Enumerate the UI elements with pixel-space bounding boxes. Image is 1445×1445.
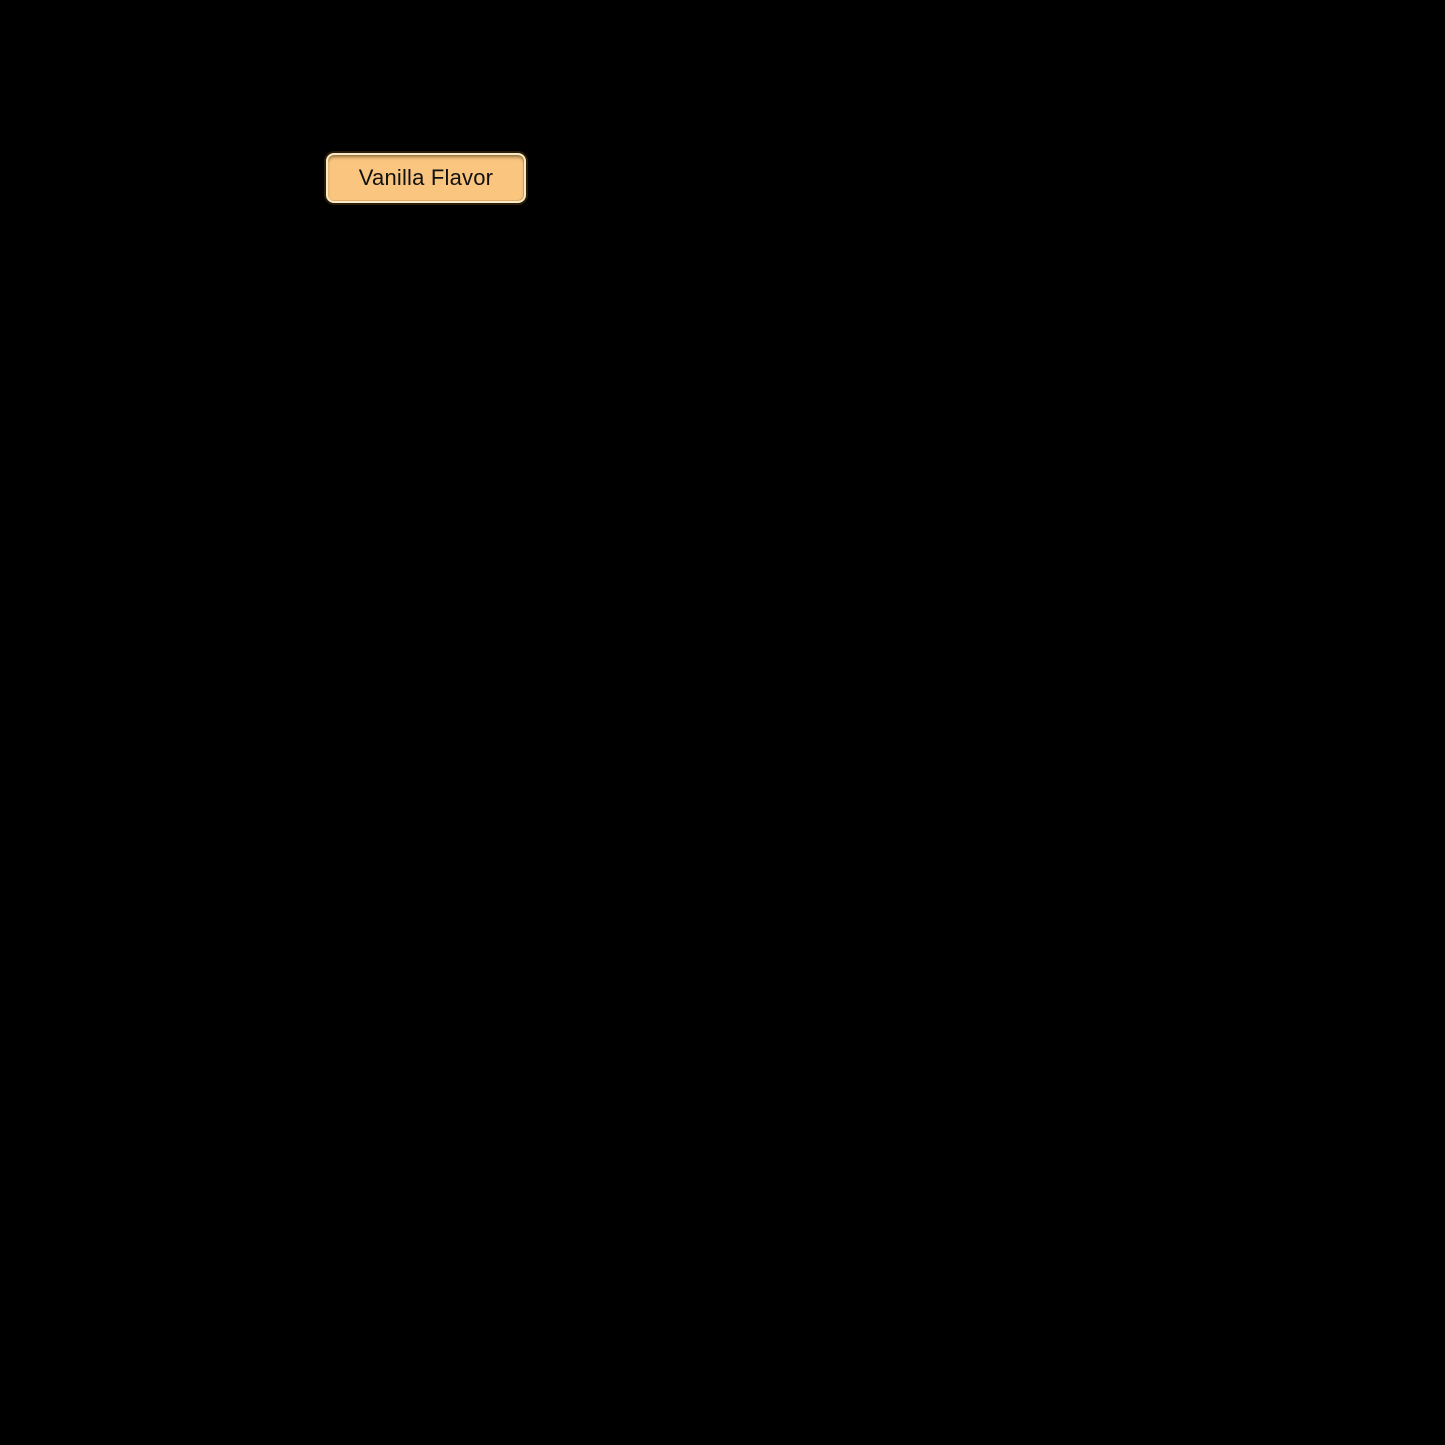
vanilla-flavor-chip[interactable]	[326, 153, 526, 203]
chip-label: Vanilla Flavor	[358, 165, 494, 190]
